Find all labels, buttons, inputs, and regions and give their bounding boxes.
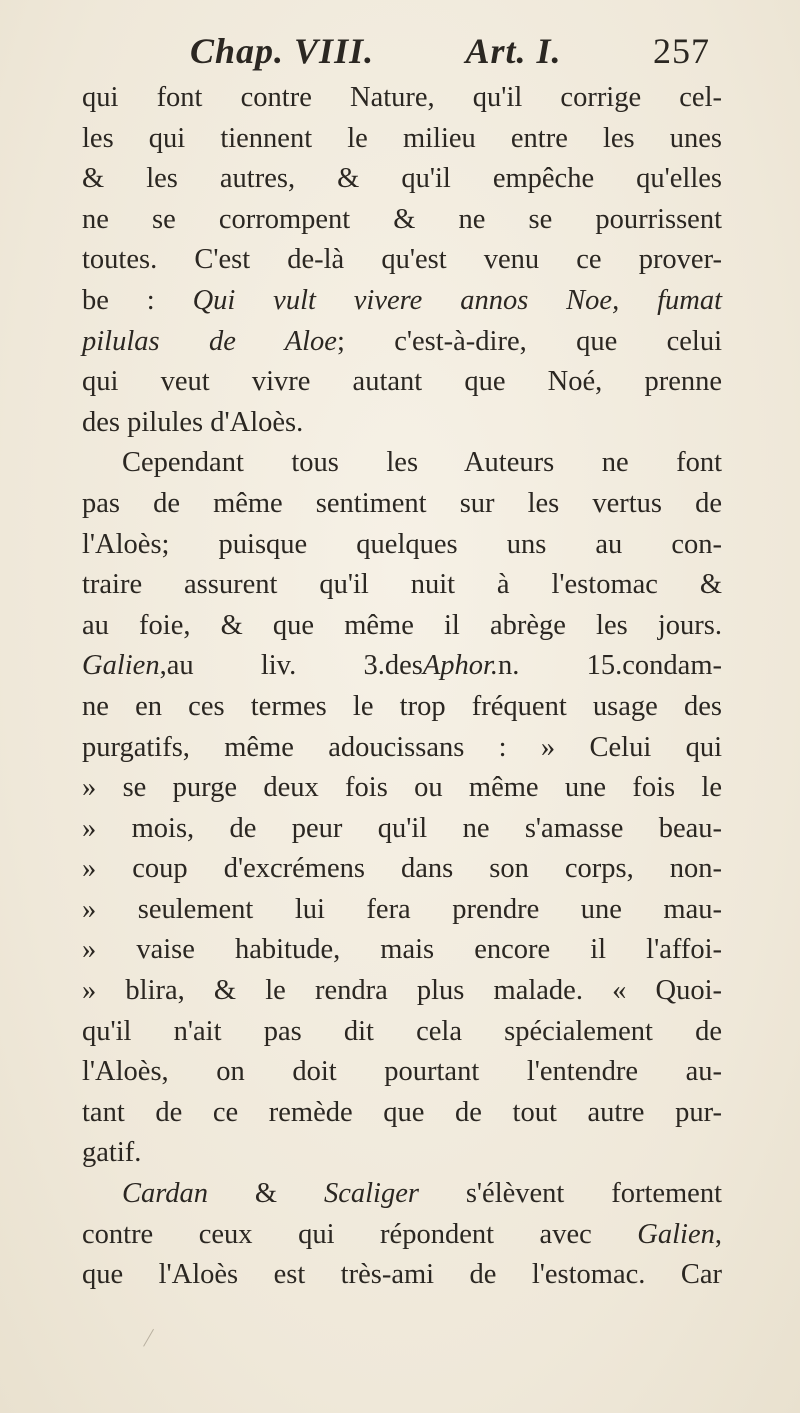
text-line: les qui tiennent le milieu entre les unes [82,122,722,154]
text-line: » vaise habitude, mais encore il l'affoi- [82,934,722,966]
paragraph-1 [82,78,722,443]
text-line: traire assurent qu'il nuit à l'estomac & [82,569,722,601]
running-header [190,30,710,72]
text-line: purgatifs, même adoucissans : » Celui qui [82,731,722,763]
text-line: l'Aloès, on doit pourtant l'entendre au- [82,1056,722,1088]
body-text [82,78,722,1296]
paragraph-3 [82,1174,722,1296]
text-line: » mois, de peur qu'il ne s'amasse beau- [82,812,722,844]
page-number: 257 [652,31,710,71]
text-line: au foie, & que même il abrège les jours. [82,609,722,641]
paragraph-2 [82,443,722,1174]
author-galien-2: Galien [637,1218,715,1250]
paper-mark [143,1329,155,1347]
text-line: » blira, & le rendra plus malade. « Quoi- [82,975,722,1007]
article-heading: Art. I. [465,31,562,71]
text-line: Cardan & Scaliger s'élèvent fortement [122,1178,722,1210]
text-line: toutes. C'est de-là qu'est venu ce prover- [82,244,722,276]
text-line: qu'il n'ait pas dit cela spécialement de [82,1015,722,1047]
text-line: pas de même sentiment sur les vertus de [82,487,722,519]
text-line: qui veut vivre autant que Noé, prenne [82,366,722,398]
text-line: contre ceux qui répondent avec Galien, [82,1218,722,1250]
text-line: be : Qui vult vivere annos Noe, fumat [82,284,722,316]
chapter-heading: Chap. VIII. [190,31,375,71]
author-scaliger: Scaliger [323,1178,419,1210]
text-line: qui font contre Nature, qu'il corrige cel- [82,82,722,113]
text-line: des pilules d'Aloès. [82,406,304,438]
work-aphor: Aphor. [422,650,499,682]
text-line: que l'Aloès est très-ami de l'estomac. Car [82,1259,722,1291]
text-line: l'Aloès; puisque quelques uns au con- [82,528,722,560]
author-cardan: Cardan [122,1178,209,1210]
text-line: Galien,au liv. 3.desAphor.n. 15.condam- [82,650,722,682]
latin-proverb-cont: pilulas de Aloe [82,325,337,357]
text-line: gatif. [82,1137,142,1169]
text-line: » seulement lui fera prendre une mau- [82,893,722,925]
text-line: pilulas de Aloe; c'est-à-dire, que celui [82,325,722,357]
text-line: tant de ce remède que de tout autre pur- [82,1096,722,1128]
text-line: ne se corrompent & ne se pourrissent [82,203,722,235]
text-line: & les autres, & qu'il empêche qu'elles [82,163,722,195]
text-line: Cependant tous les Auteurs ne font [122,447,722,479]
text-line: » se purge deux fois ou même une fois le [82,772,722,804]
latin-proverb: Qui vult vivere annos Noe, fumat [192,284,722,316]
text-line: ne en ces termes le trop fréquent usage des [82,690,722,722]
text-line: » coup d'excrémens dans son corps, non- [82,853,722,885]
author-galien: Galien [82,650,160,682]
